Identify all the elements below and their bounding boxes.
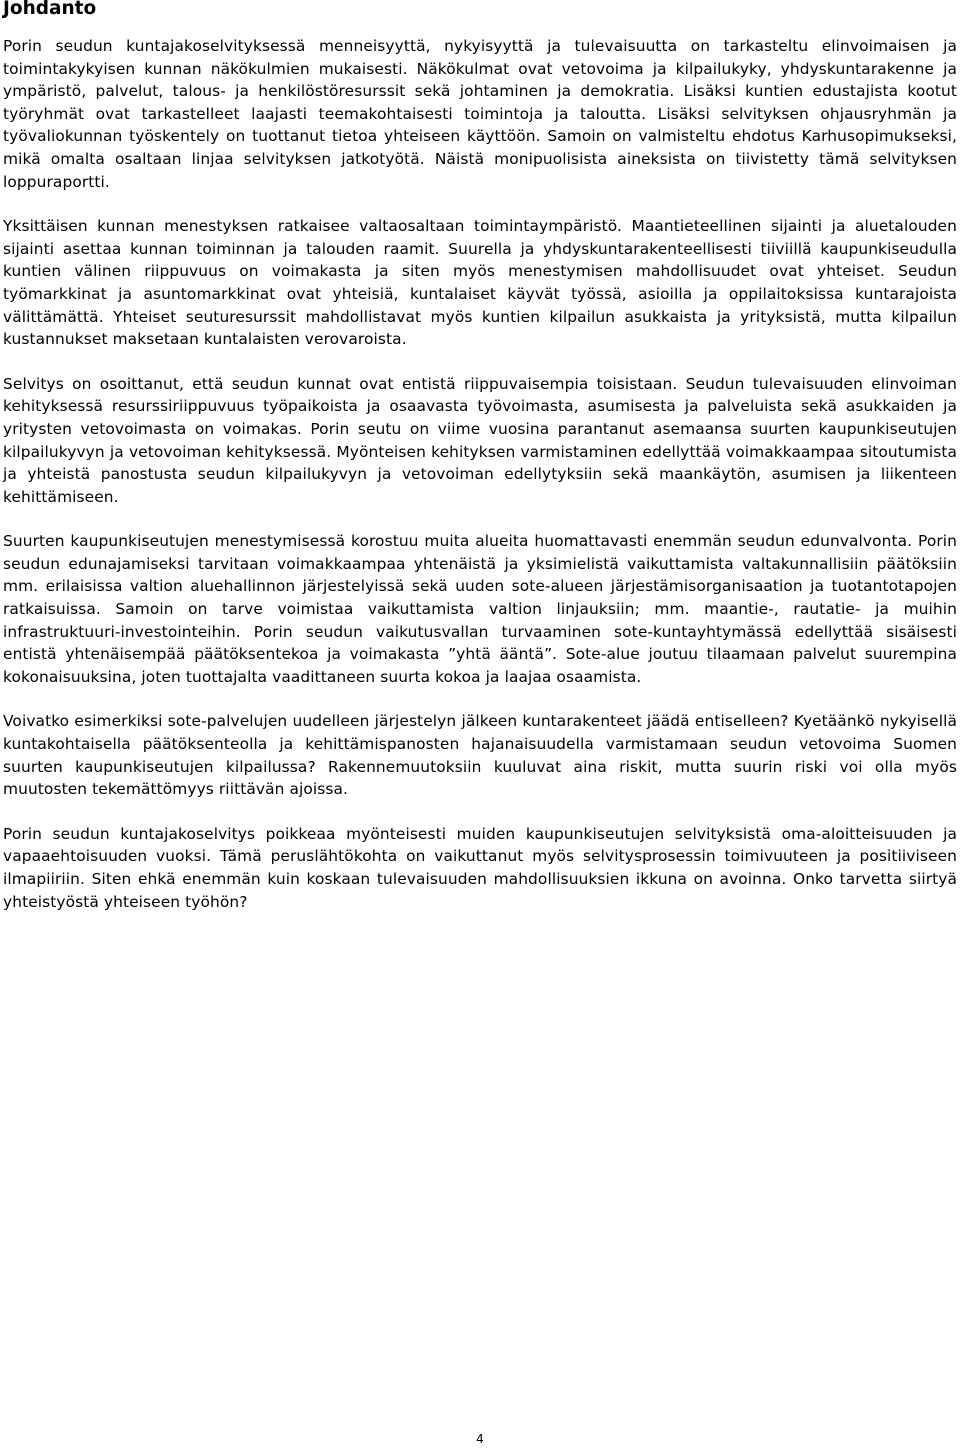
paragraph-advocacy: Suurten kaupunkiseutujen menestymisessä korostuu muita alueita huomattavasti enemmän seudun edunvalvonta. Porin seudun edunajamiseksi tarvitaan voimakkaampaa yhtenäistä ja yksimielistä vaikuttamista valtakunnallisiin päätöksiin mm. erilaisissa valtion aluehallinnon järjestelyissä sekä uuden sote-alueen järjestämisorganisaation ja tuotantotapojen ratkaisuissa. Samoin on tarve voimistaa vaikuttamista valtion linjauksiin; mm. maantie-, rautatie- ja muihin infrastruktuuri-investointeihin. Porin seudun vaikutusvallan turvaaminen sote-kuntayhtymässä edellyttää sisäisesti entistä yhtenäisempää päätöksentekoa ja voimakasta ”yhtä ääntä”. Sote-alue joutuu tilaamaan palvelut suurempina kokonaisuuksina, joten tuottajalta vaadittaneen suurta kokoa ja laajaa osaamista. <box>3 532 957 686</box>
paragraph-operating-environment: Yksittäisen kunnan menestyksen ratkaisee valtaosaltaan toimintaympäristö. Maantieteellinen sijainti ja aluetalouden sijainti asettaa kunnan toiminnan ja talouden raamit. Suurella ja yhdyskuntarakenteellisesti tiiviillä kaupunkiseudulla kuntien välinen riippuvuus on voimakasta ja siten myös menestymisen mahdollisuudet ovat yhteiset. Seudun työmarkkinat ja asuntomarkkinat ovat yhteisiä, kuntalaiset käyvät työssä, asioilla ja oppilaitoksissa kuntarajoista välittämättä. Yhteiset seuturesurssit mahdollistavat myös kuntien kilpailun asukkaista ja yrityksistä, mutta kilpailun kustannukset maksetaan kuntalaisten verovaroista. <box>3 217 957 349</box>
paragraph-interdependence: Selvitys on osoittanut, että seudun kunnat ovat entistä riippuvaisempia toisistaan. Seudun tulevaisuuden elinvoiman kehityksessä resurssiriippuvuus työpaikoista ja osaavasta työvoimasta, asumisesta ja palveluista sekä asukkaiden ja yritysten vetovoimasta on voimakas. Porin seutu on viime vuosina parantanut asemaansa suurten kaupunkiseutujen kilpailukyvyn ja vetovoiman kehityksessä. Myönteisen kehityksen varmistaminen edellyttää voimakkaampaa sitoutumista ja yhteistä panostusta seudun kilpailukyvyn ja vetovoiman edellytyksiin sekä maankäytön, asumisen ja liikenteen kehittämiseen. <box>3 374 957 506</box>
page-number: 4 <box>476 1432 484 1446</box>
paragraph-intro: Porin seudun kuntajakoselvityksessä menneisyyttä, nykyisyyttä ja tulevaisuutta on tarkasteltu elinvoimaisen ja toimintakykyisen kunnan näkökulmien mukaisesti. Näkökulmat ovat vetovoima ja kilpailukyky, yhdyskuntarakenne ja ympäristö, palvelut, talous- ja henkilöstöresurssit sekä johtaminen ja demokratia. Lisäksi kuntien edustajista kootut työryhmät ovat tarkastelleet laajasti teemakohtaisesti toimintoja ja taloutta. Lisäksi selvityksen ohjausryhmän ja työvaliokunnan työskentely on tuottanut tietoa yhteiseen käyttöön. Samoin on valmisteltu ehdotus Karhusopimukseksi, mikä omalta osaltaan linjaa selvityksen jatkotyötä. Näistä monipuolisista aineksista on tiivistetty tämä selvityksen loppuraportti. <box>3 37 957 191</box>
paragraph-questions: Voivatko esimerkiksi sote-palvelujen uudelleen järjestelyn jälkeen kuntarakenteet jäädä entiselleen? Kyetäänkö nykyisellä kuntakohtaisella päätöksenteolla ja kehittämispanosten hajanaisuudella varmistamaan seudun vetovoima Suomen suurten kaupunkiseutujen kilpailussa? Rakennemuutoksiin kuuluvat aina riskit, mutta suurin riski voi olla myös muutosten tekemättömyys riittävän ajoissa. <box>3 712 957 799</box>
paragraph-conclusion: Porin seudun kuntajakoselvitys poikkeaa myönteisesti muiden kaupunkiseutujen selvityksistä oma-aloitteisuuden ja vapaaehtoisuuden vuoksi. Tämä peruslähtökohta on vaikuttanut myös selvitysprosessin toimivuuteen ja positiiviseen ilmapiiriin. Siten ehkä enemmän kuin koskaan tulevaisuuden mahdollisuuksien ikkuna on avoinna. Onko tarvetta siirtyä yhteistyöstä yhteiseen työhön? <box>3 824 957 911</box>
section-heading: Johdanto <box>3 0 97 19</box>
document-page <box>3 0 957 913</box>
